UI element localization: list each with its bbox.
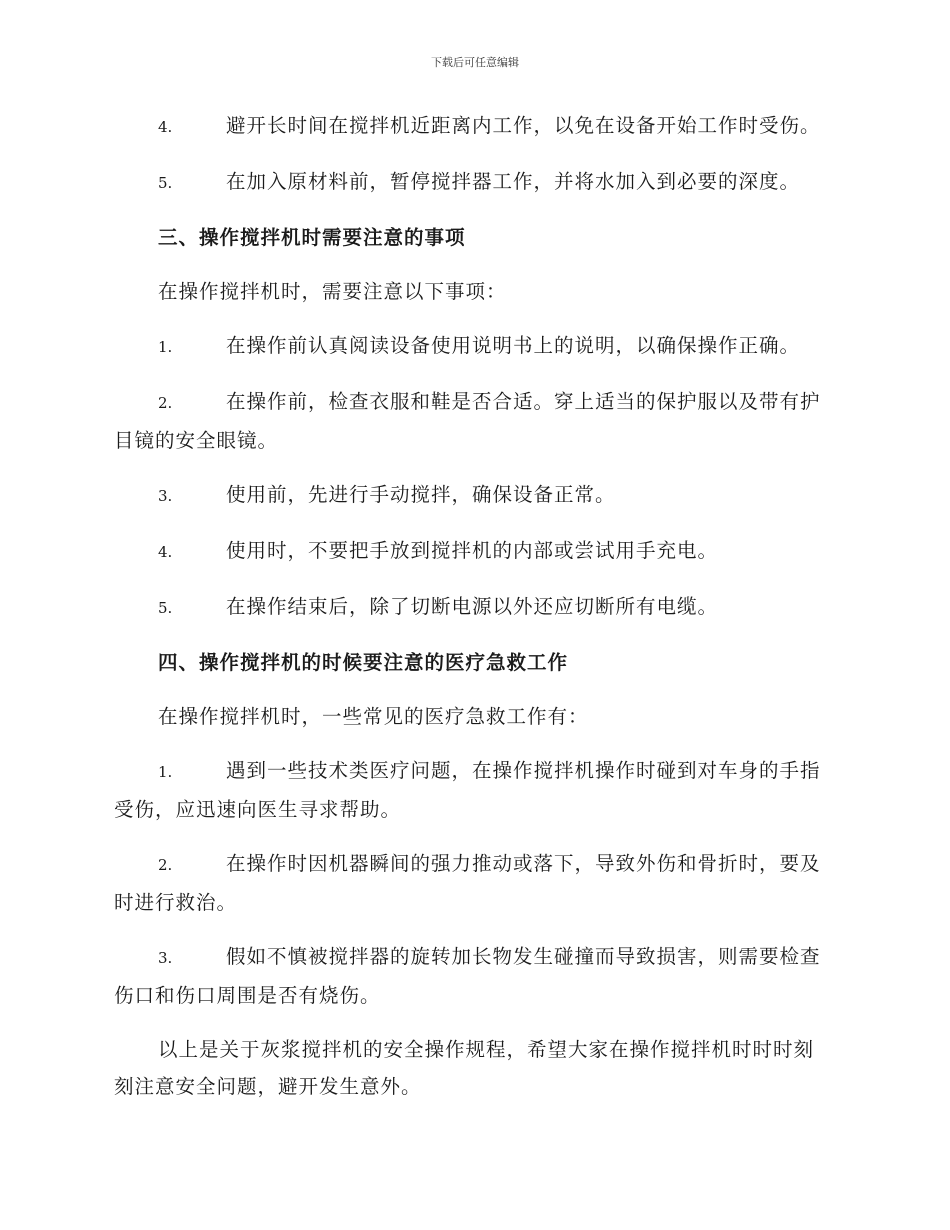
section-heading-3: 三、操作搅拌机时需要注意的事项 <box>158 226 466 249</box>
list-item <box>114 938 834 1014</box>
list-item-number: 3. <box>158 949 173 967</box>
list-item-number: 4. <box>158 543 173 561</box>
list-item <box>114 476 834 515</box>
list-item-number: 4. <box>158 118 173 136</box>
list-item-text: 使用前，先进行手动搅拌，确保设备正常。 <box>226 483 616 506</box>
list-item-number: 2. <box>158 856 173 874</box>
page-header: 下载后可任意编辑 <box>431 56 519 69</box>
list-item-number: 3. <box>158 487 173 505</box>
list-item-number: 5. <box>158 599 173 617</box>
list-item-text: 在操作结束后，除了切断电源以外还应切断所有电缆。 <box>226 595 719 618</box>
list-item-text: 避开长时间在搅拌机近距离内工作，以免在设备开始工作时受伤。 <box>226 114 821 137</box>
list-item <box>114 588 834 627</box>
list-item-number: 1. <box>158 763 173 781</box>
list-item-text: 假如不慎被搅拌器的旋转加长物发生碰撞而导致损害，则需要检查伤口和伤口周围是否有烧伤。 <box>114 945 821 1007</box>
document-body <box>114 107 834 1122</box>
list-item <box>114 107 834 146</box>
list-item-text: 在操作前认真阅读设备使用说明书上的说明，以确保操作正确。 <box>226 334 801 357</box>
list-item-text: 使用时，不要把手放到搅拌机的内部或尝试用手充电。 <box>226 539 719 562</box>
list-item <box>114 845 834 921</box>
list-item <box>114 383 834 459</box>
list-item-text: 遇到一些技术类医疗问题，在操作搅拌机操作时碰到对车身的手指受伤，应迅速向医生寻求帮助。 <box>114 759 821 821</box>
list-item <box>114 327 834 366</box>
list-item-text: 在加入原材料前，暂停搅拌器工作，并将水加入到必要的深度。 <box>226 170 801 193</box>
list-item-text: 在操作前，检查衣服和鞋是否合适。穿上适当的保护服以及带有护目镜的安全眼镜。 <box>114 390 821 452</box>
list-item-text: 在操作时因机器瞬间的强力推动或落下，导致外伤和骨折时，要及时进行救治。 <box>114 852 821 914</box>
list-item-number: 1. <box>158 338 173 356</box>
list-item <box>114 752 834 828</box>
list-item-number: 2. <box>158 394 173 412</box>
list-item <box>114 532 834 571</box>
section-heading-4: 四、操作搅拌机的时候要注意的医疗急救工作 <box>158 651 569 674</box>
section-4-intro: 在操作搅拌机时，一些常见的医疗急救工作有： <box>158 705 589 728</box>
list-item <box>114 163 834 202</box>
conclusion-paragraph: 以上是关于灰浆搅拌机的安全操作规程，希望大家在操作搅拌机时时时刻刻注意安全问题，避开发生意外。 <box>114 1038 815 1098</box>
section-3-intro: 在操作搅拌机时，需要注意以下事项： <box>158 280 507 303</box>
list-item-number: 5. <box>158 174 173 192</box>
